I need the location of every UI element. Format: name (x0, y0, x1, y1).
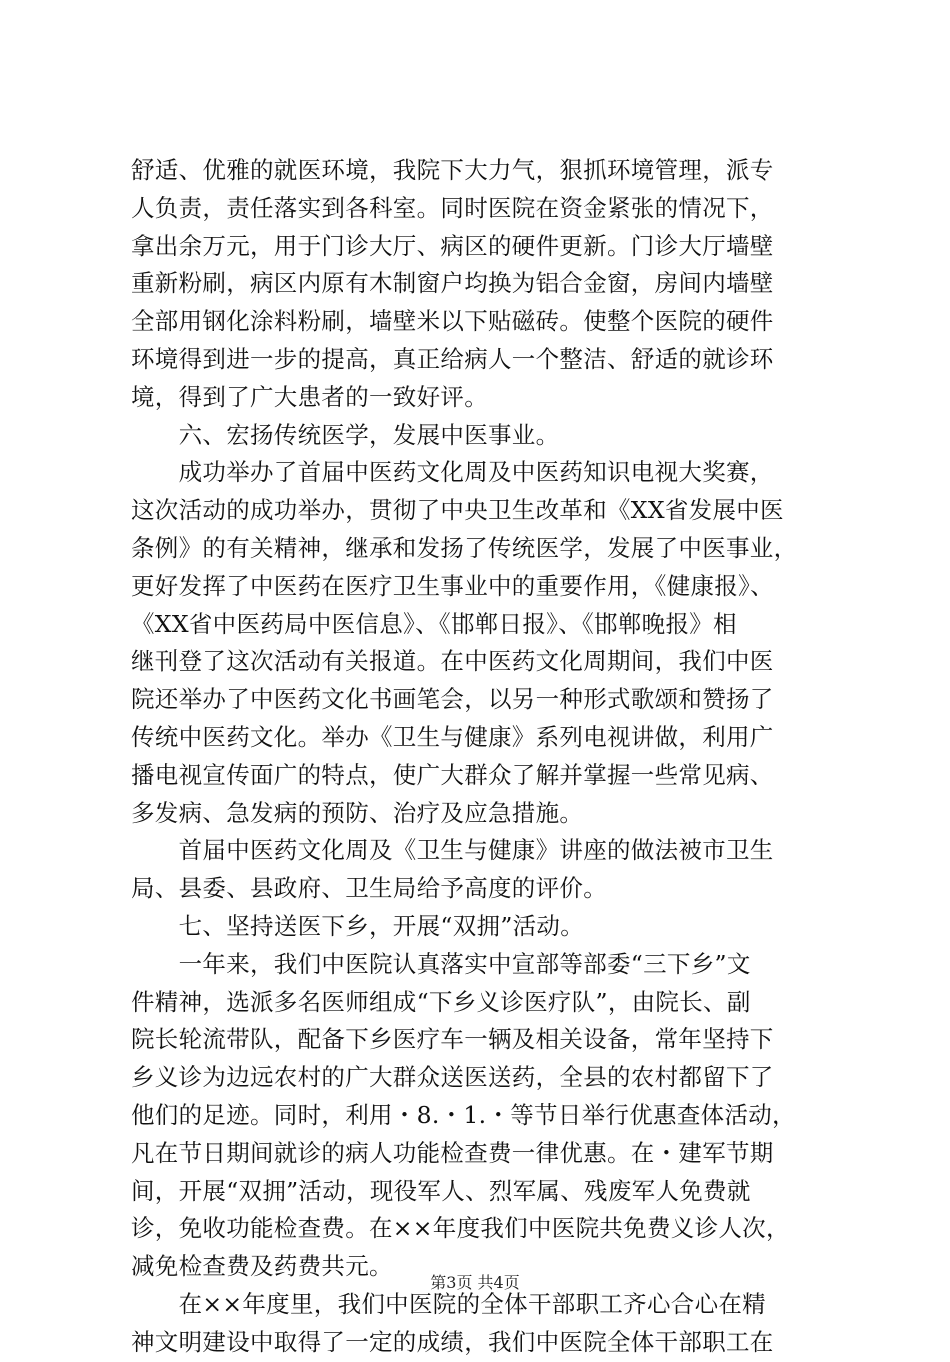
text-line: 减免检查费及药费共元。 (131, 1252, 393, 1281)
text-line: 诊，免收功能检查费。在××年度我们中医院共免费义诊人次， (131, 1214, 790, 1243)
text-line: 多发病、急发病的预防、治疗及应急措施。 (131, 798, 584, 827)
text-line: 件精神，选派多名医师组成“下乡义诊医疗队”，由院长、副 (131, 987, 751, 1016)
text-line: 重新粉刷，病区内原有木制窗户均换为铝合金窗，房间内墙壁 (131, 269, 774, 298)
text-line: 人负责，责任落实到各科室。同时医院在资金紧张的情况下， (131, 193, 774, 222)
text-line: 在××年度里，我们中医院的全体干部职工齐心合心在精 (131, 1289, 766, 1318)
text-line: 间，开展“双拥”活动，现役军人、烈军属、残废军人免费就 (131, 1176, 751, 1205)
text-line: 拿出余万元，用于门诊大厅、病区的硬件更新。门诊大厅墙壁 (131, 231, 774, 260)
text-line: 境，得到了广大患者的一致好评。 (131, 382, 488, 411)
text-line: 播电视宣传面广的特点，使广大群众了解并掌握一些常见病、 (131, 760, 774, 789)
text-line: 继刊登了这次活动有关报道。在中医药文化周期间，我们中医 (131, 647, 774, 676)
text-line: 这次活动的成功举办，贯彻了中央卫生改革和《XX省发展中医 (131, 496, 784, 525)
text-line: 舒适、优雅的就医环境，我院下大力气，狠抓环境管理，派专 (131, 156, 774, 184)
page-number-footer: 第3页 共4页 (430, 1273, 520, 1292)
text-line: 首届中医药文化周及《卫生与健康》讲座的做法被市卫生 (131, 836, 774, 865)
text-line: 条例》的有关精神，继承和发扬了传统医学，发展了中医事业， (131, 533, 798, 562)
section-heading: 七、坚持送医下乡，开展“双拥”活动。 (131, 911, 585, 940)
text-line: 凡在节日期间就诊的病人功能检查费一律优惠。在・建军节期 (131, 1138, 774, 1167)
text-line: 院长轮流带队，配备下乡医疗车一辆及相关设备，常年坚持下 (131, 1025, 774, 1054)
section-heading: 六、宏扬传统医学，发展中医事业。 (131, 420, 560, 449)
text-line: 他们的足迹。同时，利用・8.・1.・等节日举行优惠查体活动， (131, 1100, 796, 1129)
text-line: 全部用钢化涂料粉刷，墙壁米以下贴磁砖。使整个医院的硬件 (131, 307, 774, 336)
text-line: 《XX省中医药局中医信息》、《邯郸日报》、《邯郸晚报》相 (131, 609, 737, 638)
text-line: 院还举办了中医药文化书画笔会，以另一种形式歌颂和赞扬了 (131, 685, 774, 714)
text-line: 成功举办了首届中医药文化周及中医药知识电视大奖赛， (131, 458, 774, 487)
text-line: 乡义诊为边远农村的广大群众送医送药，全县的农村都留下了 (131, 1063, 774, 1092)
text-line: 局、县委、县政府、卫生局给予高度的评价。 (131, 874, 607, 903)
text-line: 神文明建设中取得了一定的成绩，我们中医院全体干部职工在 (131, 1327, 774, 1356)
text-line: 更好发挥了中医药在医疗卫生事业中的重要作用，《健康报》、 (131, 571, 774, 600)
text-line: 一年来，我们中医院认真落实中宣部等部委“三下乡”文 (131, 949, 751, 978)
document-body (131, 152, 831, 1362)
text-line: 传统中医药文化。举办《卫生与健康》系列电视讲做，利用广 (131, 722, 774, 751)
text-line: 环境得到进一步的提高，真正给病人一个整洁、舒适的就诊环 (131, 344, 774, 373)
